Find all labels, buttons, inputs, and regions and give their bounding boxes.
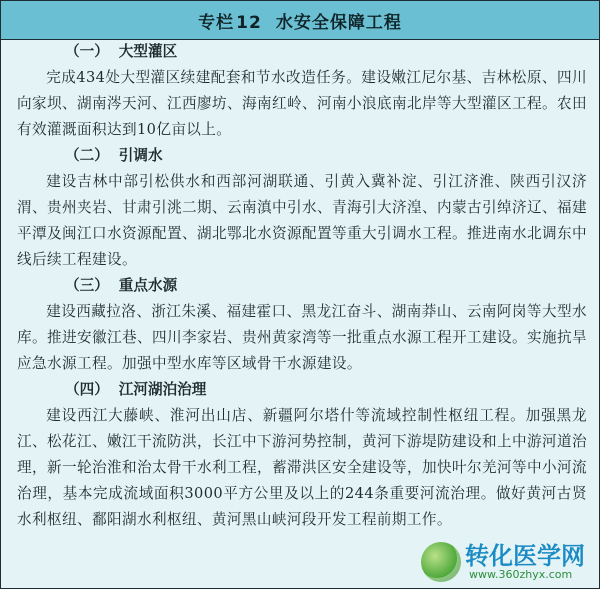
section-heading: （三） 重点水源 (65, 277, 178, 294)
column-body (17, 39, 587, 533)
section-paragraph: 建设吉林中部引松供水和西部河湖联通、引黄入冀补淀、引江济淮、陕西引汉济渭、贵州夹岩、甘肃引洮二期、云南滇中引水、青海引大济湟、内蒙古引绰济辽、福建平潭及闽江口水资源配置、湖北鄂北水资源配置等重大引调水工程。推进南水北调东中线后续工程建设。 (17, 173, 587, 268)
column-title (198, 8, 402, 33)
section-heading: （二） 引调水 (65, 147, 163, 164)
watermark-url: www.360zhyx.com (469, 568, 573, 581)
section-paragraph: 建设西藏拉洛、浙江朱溪、福建霍口、黑龙江奋斗、湖南莽山、云南阿岗等大型水库。推进安徽江巷、四川李家岩、贵州黄家湾等一批重点水源工程开工建设。实施抗旱应急水源工程。加强中型水库等区域骨干水源建设。 (17, 303, 587, 372)
watermark (421, 542, 585, 582)
column-label: 专栏 (198, 12, 235, 33)
section-heading: （四） 江河湖泊治理 (65, 381, 207, 398)
column-header (1, 1, 599, 40)
section-paragraph: 完成434处大型灌区续建配套和节水改造任务。建设嫩江尼尔基、吉林松原、四川向家坝、湖南涔天河、江西廖坊、海南红岭、河南小浪底南北岸等大型灌区工程。农田有效灌溉面积达到10亿亩以上。 (17, 69, 587, 138)
section-paragraph: 建设西江大藤峡、淮河出山店、新疆阿尔塔什等流域控制性枢纽工程。加强黑龙江、松花江、嫩江干流防洪，长江中下游河势控制，黄河下游堤防建设和上中游河道治理，新一轮治淮和治太骨干水利工程，蓄滞洪区安全建设等，加快叶尔羌河等中小河流治理，基本完成流域面积3000平方公里及以上的244条重要河流治理。做好黄河古贤水利枢纽、鄱阳湖水利枢纽、黄河黑山峡河段开发工程前期工作。 (17, 407, 587, 528)
watermark-name: 转化医学网 (465, 542, 585, 570)
column-heading: 水安全保障工程 (275, 12, 402, 33)
watermark-logo-icon (421, 542, 461, 582)
section-heading: （一） 大型灌区 (65, 43, 178, 60)
column-number: 12 (236, 12, 262, 33)
